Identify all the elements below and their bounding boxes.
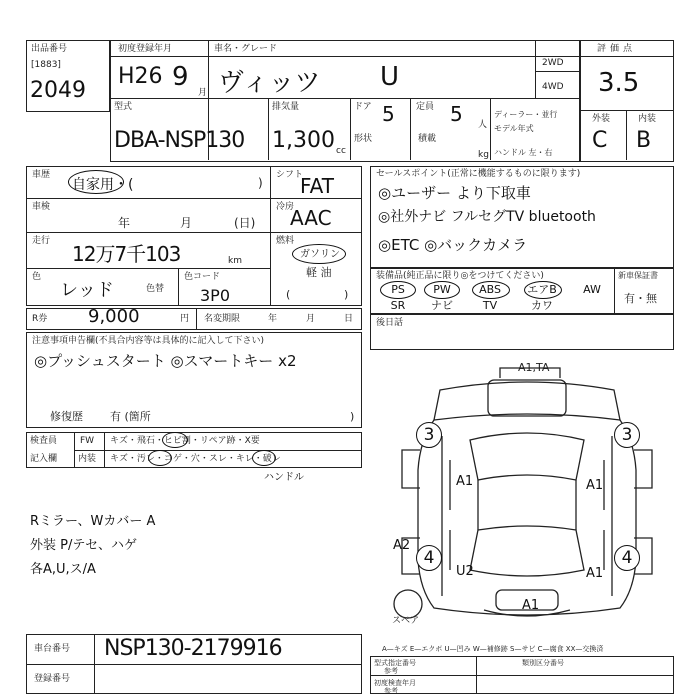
points-line3: ◎ETC ◎バックカメラ bbox=[378, 236, 528, 254]
disp-unit: cc bbox=[336, 146, 346, 156]
notes-title: 注意事項申告欄(不具合内容等は具体的に記入して下さい) bbox=[32, 336, 265, 346]
notes-line1: ◎プッシュスタート ◎スマートキー x2 bbox=[34, 352, 297, 370]
interior-label: 内装 bbox=[78, 454, 97, 464]
lot-label: 出品番号 bbox=[31, 44, 68, 54]
score-value: 3.5 bbox=[598, 68, 640, 98]
seats-unit: 人 bbox=[478, 120, 488, 130]
color-code-label: 色コード bbox=[184, 272, 221, 282]
remarks-line2: 外装 P/テセ、ハゲ bbox=[30, 538, 137, 553]
dealer-label: ディーラー・並行 bbox=[494, 110, 558, 119]
history-value: 自家用・( bbox=[72, 177, 134, 193]
category-label: 類別区分番号 bbox=[522, 659, 564, 667]
lot-sub: [1883] bbox=[31, 60, 61, 70]
int-grade: B bbox=[636, 128, 652, 153]
color-value: レッド bbox=[60, 280, 114, 301]
equip-tv: TV bbox=[482, 299, 498, 312]
handle-label: ハンドル 左・右 bbox=[494, 148, 553, 157]
doors-label: ドア bbox=[354, 102, 372, 112]
inspection-month: 月 bbox=[180, 216, 193, 230]
seats-value: 5 bbox=[450, 102, 463, 126]
color-code: 3P0 bbox=[200, 286, 231, 305]
reg-era: H26 bbox=[118, 64, 163, 89]
score-label: 評価点 bbox=[597, 44, 637, 54]
color-label: 色 bbox=[32, 272, 42, 282]
int-wear-circle bbox=[252, 450, 276, 466]
equip-ps-circle bbox=[380, 281, 416, 299]
equip-pw-circle bbox=[424, 281, 460, 299]
diag-a2: A2 bbox=[393, 538, 411, 553]
after-label: 後日話 bbox=[376, 318, 404, 328]
equip-navi: ナビ bbox=[431, 299, 453, 312]
equip-sr: SR bbox=[390, 299, 406, 312]
transfer-label: 名変期限 bbox=[204, 314, 241, 324]
seats-label: 定員 bbox=[416, 102, 435, 112]
car-diagram bbox=[380, 360, 674, 630]
load-label: 積載 bbox=[418, 134, 437, 144]
diag-u2: U2 bbox=[456, 564, 474, 579]
chassis-value: NSP130-2179916 bbox=[104, 636, 282, 661]
points-line2: ◎社外ナビ フルセグTV bluetooth bbox=[378, 209, 596, 225]
int-label: 内装 bbox=[638, 114, 657, 124]
diag-right-rear-badge: 4 bbox=[614, 545, 640, 571]
fuel-paren-r: ) bbox=[344, 288, 349, 301]
drive-4wd: 4WD bbox=[542, 82, 564, 92]
reg-number-label: 登録番号 bbox=[34, 674, 71, 684]
transfer-year: 年 bbox=[268, 314, 278, 324]
warranty-value: 有・無 bbox=[624, 292, 657, 305]
shape-label: 形状 bbox=[354, 134, 373, 144]
history-close: ) bbox=[258, 176, 263, 190]
ext-grade: C bbox=[592, 128, 608, 153]
fuel-circle bbox=[292, 244, 346, 264]
recycle-label: R券 bbox=[32, 314, 48, 324]
reg-month-unit: 月 bbox=[198, 88, 208, 98]
type-cert-ref: 参考 bbox=[384, 667, 398, 675]
lot-number: 2049 bbox=[30, 78, 86, 103]
equip-title: 装備品(純正品に限り◎をつけてください) bbox=[376, 271, 544, 281]
equip-abs: ABS bbox=[479, 283, 501, 296]
diag-a1-rear-right: A1 bbox=[586, 566, 604, 581]
ext-label: 外装 bbox=[592, 114, 611, 124]
transfer-month: 月 bbox=[306, 314, 316, 324]
name-label: 車名・グレード bbox=[214, 44, 278, 54]
fuel-gas: ガソリン bbox=[300, 249, 340, 260]
interior-items: キズ・汚レ・コゲ・穴・スレ・キレ・破レ bbox=[110, 454, 281, 464]
shift-value: FAT bbox=[300, 174, 335, 198]
diag-left-front-badge: 3 bbox=[416, 422, 442, 448]
reg-month: 9 bbox=[172, 62, 189, 92]
ac-label: 冷房 bbox=[276, 202, 295, 212]
fuel-oil: 軽 油 bbox=[306, 266, 332, 279]
equip-leather: カワ bbox=[531, 299, 553, 312]
ac-value: AAC bbox=[290, 206, 332, 230]
inspection-label: 車検 bbox=[32, 202, 51, 212]
reg-label: 初度登録年月 bbox=[118, 44, 173, 54]
handle-note: ハンドル bbox=[264, 472, 304, 483]
remarks-line1: Rミラー、Wカバー A bbox=[30, 514, 156, 529]
diag-left-rear-badge: 4 bbox=[416, 545, 442, 571]
fw-label: FW bbox=[80, 436, 95, 446]
recycle-amount: 9,000 bbox=[88, 306, 140, 327]
inspector-label2: 記入欄 bbox=[30, 454, 58, 464]
equip-aw: AW bbox=[583, 283, 601, 296]
fw-chip-circle bbox=[162, 432, 188, 448]
disp-label: 排気量 bbox=[272, 102, 300, 112]
points-title: セールスポイント(正常に機能するものに限ります) bbox=[376, 169, 581, 179]
car-name: ヴィッツ bbox=[218, 68, 321, 98]
model-value: DBA-NSP130 bbox=[114, 128, 245, 153]
equip-pw: PW bbox=[433, 283, 451, 296]
type-cert-label: 型式指定番号 bbox=[374, 659, 416, 667]
diag-a1-left: A1 bbox=[456, 474, 474, 489]
fuel-paren-l: ( bbox=[286, 288, 291, 301]
drive-2wd: 2WD bbox=[542, 58, 564, 68]
history-label: 車歴 bbox=[32, 170, 51, 180]
inspection-year: 年 bbox=[118, 216, 131, 230]
displacement: 1,300 bbox=[272, 128, 335, 153]
history-circle bbox=[68, 170, 124, 194]
diag-top: A1,TA bbox=[518, 361, 550, 374]
diag-legend: A—キズ E—エクボ U—凹み W—補修跡 S—サビ C—腐食 XX—交換済 bbox=[382, 645, 604, 653]
warranty-label: 新車保証書 bbox=[618, 271, 658, 280]
equip-airbag-circle bbox=[524, 281, 562, 299]
equip-airbag: エアB bbox=[527, 283, 557, 296]
model-label: 型式 bbox=[114, 102, 133, 112]
diag-a1-right: A1 bbox=[586, 478, 604, 493]
mileage-unit: km bbox=[228, 256, 242, 266]
transfer-day: 日 bbox=[344, 314, 354, 324]
diag-right-front-badge: 3 bbox=[614, 422, 640, 448]
color-type-label: 色替 bbox=[146, 284, 165, 294]
mileage-label: 走行 bbox=[32, 236, 51, 246]
fw-items: キズ・飛石・ヒビ割・リペア跡・X要 bbox=[110, 436, 260, 446]
points-line1: ◎ユーザー より下取車 bbox=[378, 184, 531, 202]
grade: U bbox=[380, 62, 400, 92]
kg-unit: kg bbox=[478, 150, 489, 160]
first-reg-label: 初度検査年月 bbox=[374, 679, 416, 687]
first-reg-ref: 参考 bbox=[384, 687, 398, 695]
repair-value: 有 (箇所 bbox=[110, 410, 151, 423]
repair-close: ) bbox=[350, 410, 355, 423]
remarks-line3: 各A,U,ス/A bbox=[30, 562, 96, 577]
mileage-value: 12万7千103 bbox=[72, 242, 181, 266]
inspection-day: (日) bbox=[234, 216, 256, 230]
shift-label: シフト bbox=[276, 170, 304, 180]
chassis-label: 車台番号 bbox=[34, 644, 71, 654]
equip-ps: PS bbox=[391, 283, 405, 296]
doors-value: 5 bbox=[382, 102, 395, 126]
equip-abs-circle bbox=[472, 281, 510, 299]
model-year-label: モデル年式 bbox=[494, 124, 534, 133]
after-box bbox=[370, 314, 674, 350]
int-dirt-circle bbox=[148, 450, 172, 466]
diag-spare: スペア bbox=[392, 616, 420, 626]
inspector-label1: 検査員 bbox=[30, 436, 58, 446]
diag-a1-bottom: A1 bbox=[522, 598, 540, 613]
fuel-label: 燃料 bbox=[276, 236, 295, 246]
recycle-yen: 円 bbox=[180, 314, 190, 324]
repair-label: 修復歴 bbox=[50, 410, 83, 423]
